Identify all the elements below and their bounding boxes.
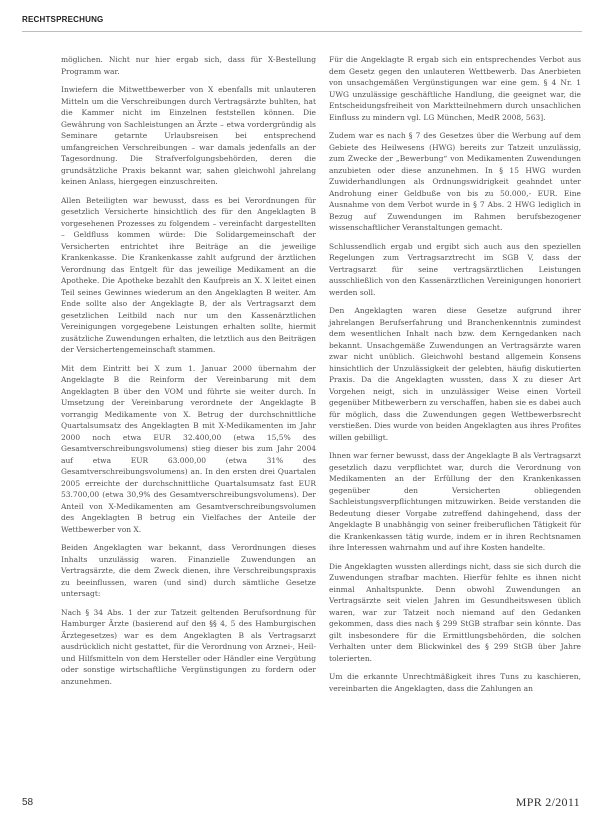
- paragraph: Für die Angeklagte R ergab sich ein entsprechendes Verbot aus dem Gesetz gegen den unlauteren Wettbewerb. Das Anerbieten von unsachgemäßen Vergünstigungen war eine gem. § 4 Nr. 1 UWG unzulässige geschäftliche Handlung, die geeignet war, die Entscheidungsfreiheit von Marktteilnehmern durch unsachlichen Einfluss zu mindern vgl. LG München, MedR 2008, 563].: [329, 55, 581, 122]
- paragraph: Zudem war es nach § 7 des Gesetzes über die Werbung auf dem Gebiete des Heilwesens (HWG) bereits zur Tatzeit unzulässig, zum Zwecke der „Bewerbung“ von Medikamenten Zuwendungen anzubieten oder diese anzunehmen. In § 15 HWG wurden Zuwiderhandlungen als Ordnungswidrigkeit geahndet unter Androhung einer Geldbuße von bis zu 50.000,- EUR. Eine Ausnahme von dem Verbot wurde in § 7 Abs. 2 HWG lediglich in Bezug auf Zuwendungen im Rahmen berufsbezogener wissenschaftlicher Veranstaltungen gemacht.: [329, 131, 581, 232]
- paragraph: möglichen. Nicht nur hier ergab sich, dass für X-Bestellung Programm war.: [61, 55, 316, 76]
- right-column: [329, 54, 581, 701]
- header-rule: [22, 31, 582, 32]
- paragraph: Mit dem Eintritt bei X zum 1. Januar 2000 übernahm der Angeklagte B die Reinform der Vereinbarung mit dem Angeklagten B über den VOM und führte sie weiter durch. In Umsetzung der Vereinbarung verordnete der Angeklagte B vorrangig Medikamente von X. Betrug der durchschnittliche Quartalsumsatz des Angeklagten B mit X-Medikamenten im Jahr 2000 noch etwa EUR 32.400,00 (etwa 15,5% des Gesamtverschreibungsvolumens) stieg dieser bis zum Jahr 2004 auf etwa EUR 63.000,00 (etwa 31% des Gesamtverschreibungsvolumens) an. In den ersten drei Quartalen 2005 erreichte der durchschnittliche Quartalsumsatz fast EUR 53.700,00 (etwa 30,9% des Gesamtverschreibungsvolumens). Der Anteil von X-Medikamenten am Gesamtverschreibungsvolumen des Angeklagten B betrug ein Vielfaches der Anteile der Wettbewerber von X.: [61, 363, 316, 534]
- paragraph: Inwiefern die Mitwettbewerber von X ebenfalls mit unlauteren Mitteln um die Verschreibungen durch Vertragsärzte buhlten, hat die Kammer nicht im Einzelnen feststellen können. Die Gewährung von Sachleistungen an Ärzte – etwa vordergründig als Seminare getarnte Urlaubsreisen bei entsprechend umfangreichen Verschreibungen – war damals jedenfalls an der Tagesordnung. Die Strafverfolgungsbehörden, deren die grundsätzliche Praxis bekannt war, sahen gleichwohl jahrelang keinen Anlass, hiergegen einzuschreiten.: [61, 85, 316, 186]
- left-column: [61, 54, 316, 694]
- paragraph: Die Angeklagten wussten allerdings nicht, dass sie sich durch die Zuwendungen strafbar machten. Hierfür fehlte es ihnen nicht einmal Anhaltspunkte. Denn obwohl Zuwendungen an Vertragsärzte seit vielen Jahren im Gesundheitswesen üblich waren, war zur Tatzeit noch niemand auf den Gedanken gekommen, dass dies nach § 299 StGB strafbar sein könnte. Das gilt insbesondere für die Ermittlungsbehörden, die solchen Verhalten unter dem Blickwinkel des § 299 StGB über Jahre tolerierten.: [329, 561, 581, 663]
- paragraph: Nach § 34 Abs. 1 der zur Tatzeit geltenden Berufsordnung für Hamburger Ärzte (basierend auf den §§ 4, 5 des Hamburgischen Ärztegesetzes) war es dem Angeklagten B als Vertragsarzt ausdrücklich nicht gestattet, für die Verordnung von Arznei-, Heil- und Hilfsmitteln von dem Hersteller oder Händler eine Vergütung oder sonstige wirtschaftliche Vergünstigungen zu fordern oder anzunehmen.: [61, 607, 316, 686]
- paragraph: Allen Beteiligten war bewusst, dass es bei Verordnungen für gesetzlich Versicherte hinsichtlich des für den Angeklagten B vorgesehenen Prozesses zu folgendem – vereinfacht dargestellten – Geldfluss kommen würde: Die Solidargemeinschaft der Versicherten entrichtet ihre Beiträge an die jeweilige Krankenkasse. Die Krankenkasse zahlt aufgrund der ärztlichen Verordnung das Entgelt für das jeweilige Medikament an die Apotheke. Die Apotheke bezahlt den Kaufpreis an X. X leitet einen Teil seines Gewinnes wiederum an den Angeklagten B weiter. Am Ende sollte also der Angeklagte B, der als Vertragsarzt dem gesetzlichen Leitbild nach nur um den Kassenärztlichen Vereinigungen vorgegebene Leistungen erhalten sollte, hiermit zusätzliche Zuwendungen erhalten, die letztlich aus den Beiträgen der Versichertengemeinschaft stammen.: [61, 195, 316, 354]
- paragraph: Den Angeklagten waren diese Gesetze aufgrund ihrer jahrelangen Berufserfahrung und Branchenkenntnis zumindest dem wesentlichen Inhalt nach bzw. dem Kerngedanken nach bekannt. Unsachgemäße Zuwendungen an Vertragsärzte waren zwar nicht unüblich. Gleichwohl bestand allgemein Konsens hinsichtlich der Unzulässigkeit der gelebten, häufig diskutierten Praxis. Da die Angeklagten wussten, dass X zu dieser Art Vorgehen neigt, sich in unzulässiger Weise einen Vorteil gegenüber Mitbewerbern zu verschaffen, haben sie es dabei auch für möglich, dass die Zuwendungen gegen Wettbewerbsrecht verstießen. Dies wurde von beiden Angeklagten aus ihres Profites willen gebilligt.: [329, 306, 581, 442]
- paragraph: Ihnen war ferner bewusst, dass der Angeklagte B als Vertragsarzt gesetzlich dazu verpflichtet war, durch die Verordnung von Medikamenten an der Erfüllung der den Krankenkassen gegenüber den Versicherten obliegenden Sachleistungsverpflichtungen mitzuwirken. Beide verstanden die Bedeutung dieser Vorgabe zutreffend dahingehend, dass der Angeklagte B unabhängig von seiner freiberuflichen Tätigkeit für die Krankenkassen tätig wurde, indem er in ihren Rechtsnamen ihre Interessen wahrnahm und auf ihre Kosten handelte.: [329, 451, 581, 552]
- paragraph: Schlussendlich ergab und ergibt sich auch aus den speziellen Regelungen zum Vertragsarztrecht im SGB V, dass der Vertragsarzt für seine vertragsärztlichen Leistungen ausschließlich von den Kassenärztlichen Vereinigungen honoriert werden soll.: [329, 241, 581, 297]
- page-number: 58: [22, 797, 34, 808]
- journal-issue: MPR 2/2011: [515, 795, 580, 809]
- paragraph: Beiden Angeklagten war bekannt, dass Verordnungen dieses Inhalts unzulässig waren. Finanzielle Zuwendungen an Vertragsärzte, die dem Zweck dienen, ihre Verschreibungspraxis zu beeinflussen, waren (und sind) durch sämtliche Gesetze untersagt:: [61, 543, 316, 598]
- paragraph: Um die erkannte Unrechtmäßigkeit ihres Tuns zu kaschieren, vereinbarten die Angeklagten, dass die Zahlungen an: [329, 672, 581, 693]
- section-rubric: RECHTSPRECHUNG: [22, 15, 104, 24]
